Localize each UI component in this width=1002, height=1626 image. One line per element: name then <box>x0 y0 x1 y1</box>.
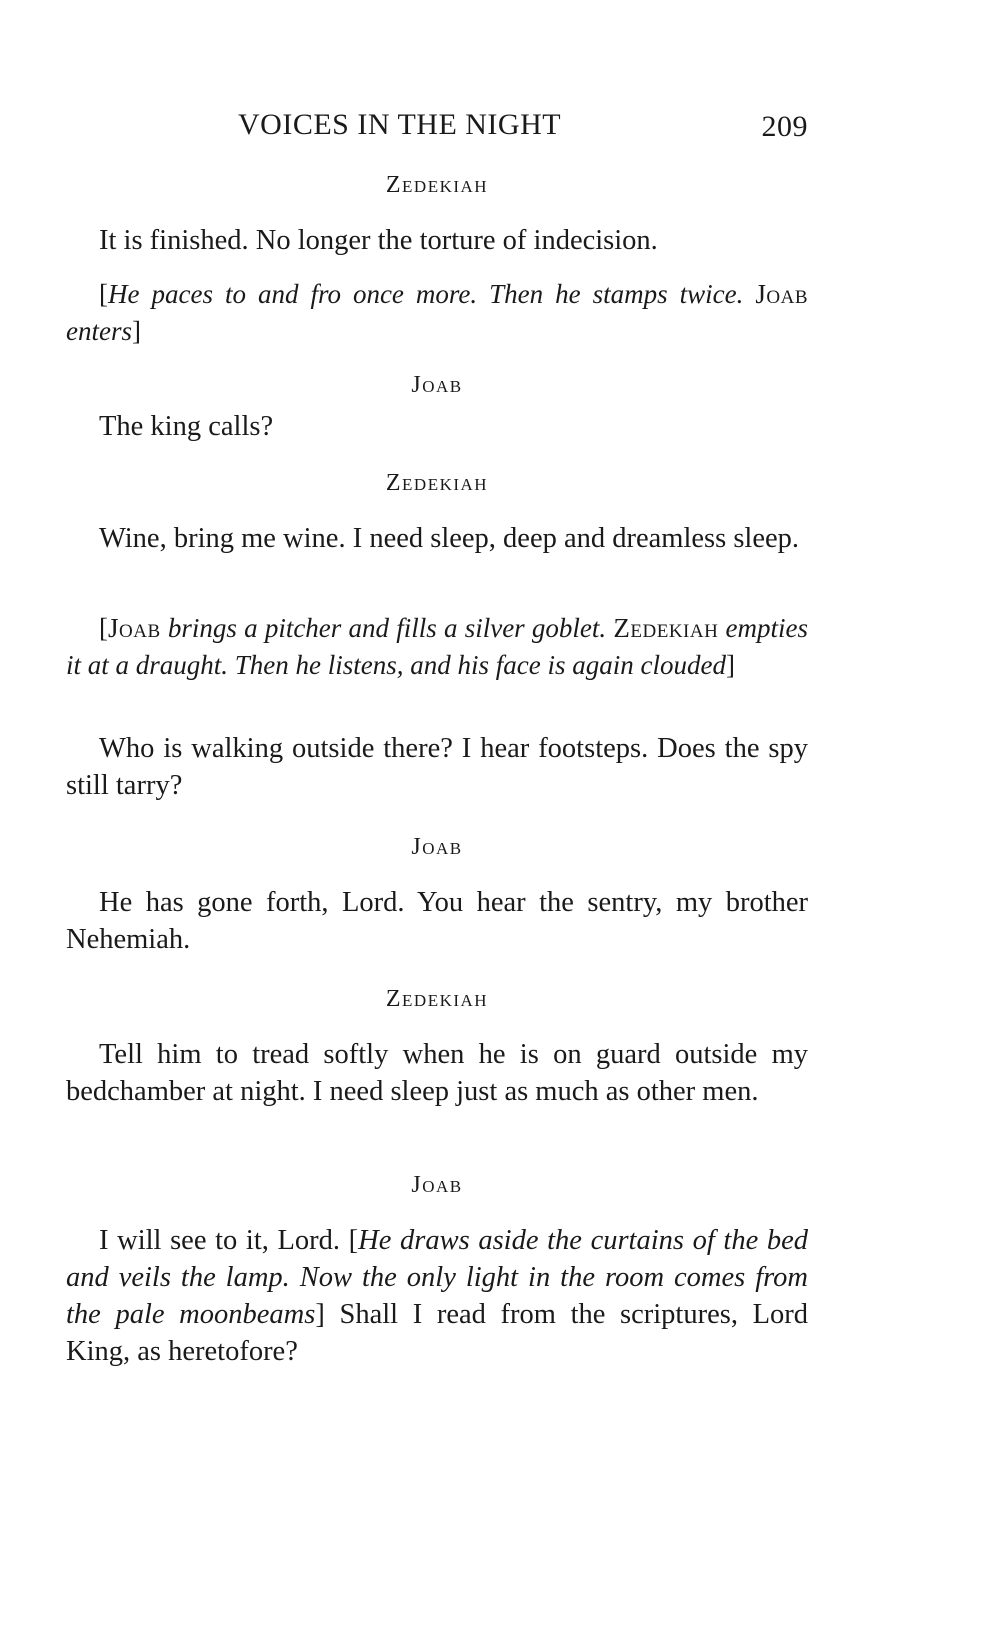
running-title: VOICES IN THE NIGHT <box>238 108 562 141</box>
dialogue-paragraph: Tell him to tread softly when he is on guard outside my bedchamber at night. I need sleep just as much as other men. <box>66 1039 808 1107</box>
stage-text: He paces to and fro once more. Then he stamps twice. <box>108 279 744 309</box>
character-name: Joab <box>108 613 161 643</box>
stage-text: empties it at a draught. Then he listens, and his face is again clouded <box>66 613 809 680</box>
bracket-close: ] <box>131 316 141 346</box>
bracket-open: [ <box>99 613 108 643</box>
page-number: 209 <box>761 110 808 143</box>
stage-text: enters <box>66 316 132 346</box>
speaker-zedekiah: Zedekiah <box>385 986 489 1012</box>
dialogue-paragraph: Wine, bring me wine. I need sleep, deep and dreamless sleep. <box>99 523 800 554</box>
speaker-joab: Joab <box>411 834 463 860</box>
dialogue-paragraph: He has gone forth, Lord. You hear the sentry, my brother Nehemiah. <box>66 887 808 955</box>
bracket-open: [ <box>348 1225 359 1256</box>
speaker-joab: Joab <box>411 372 463 398</box>
running-head <box>66 108 808 148</box>
dialogue-paragraph: It is finished. No longer the torture of indecision. <box>99 225 658 256</box>
dialogue-paragraph: Who is walking outside there? I hear footsteps. Does the spy still tarry? <box>66 733 808 801</box>
stage-text: brings a pitcher and fills a silver goblet. <box>167 613 607 643</box>
character-name: Joab <box>755 279 808 309</box>
stage-direction <box>66 276 808 350</box>
speaker-zedekiah: Zedekiah <box>385 172 489 198</box>
speaker-zedekiah: Zedekiah <box>385 470 489 496</box>
dialogue-paragraph: The king calls? <box>99 411 274 442</box>
stage-direction <box>66 610 808 684</box>
bracket-close: ] <box>725 650 735 680</box>
bracket-close: ] <box>315 1299 325 1330</box>
dialogue-text: Shall I read from the scriptures, Lord King, as heretofore? <box>66 1299 808 1367</box>
speaker-joab: Joab <box>411 1172 463 1198</box>
stage-text: He draws aside the curtains of the bed and veils the lamp. Now the only light in the room comes from the pale moonbeams <box>66 1225 809 1330</box>
dialogue-paragraph <box>66 1222 808 1370</box>
dialogue-text: I will see to it, Lord. <box>99 1225 341 1256</box>
bracket-open: [ <box>99 279 108 309</box>
character-name: Zedekiah <box>613 613 719 643</box>
